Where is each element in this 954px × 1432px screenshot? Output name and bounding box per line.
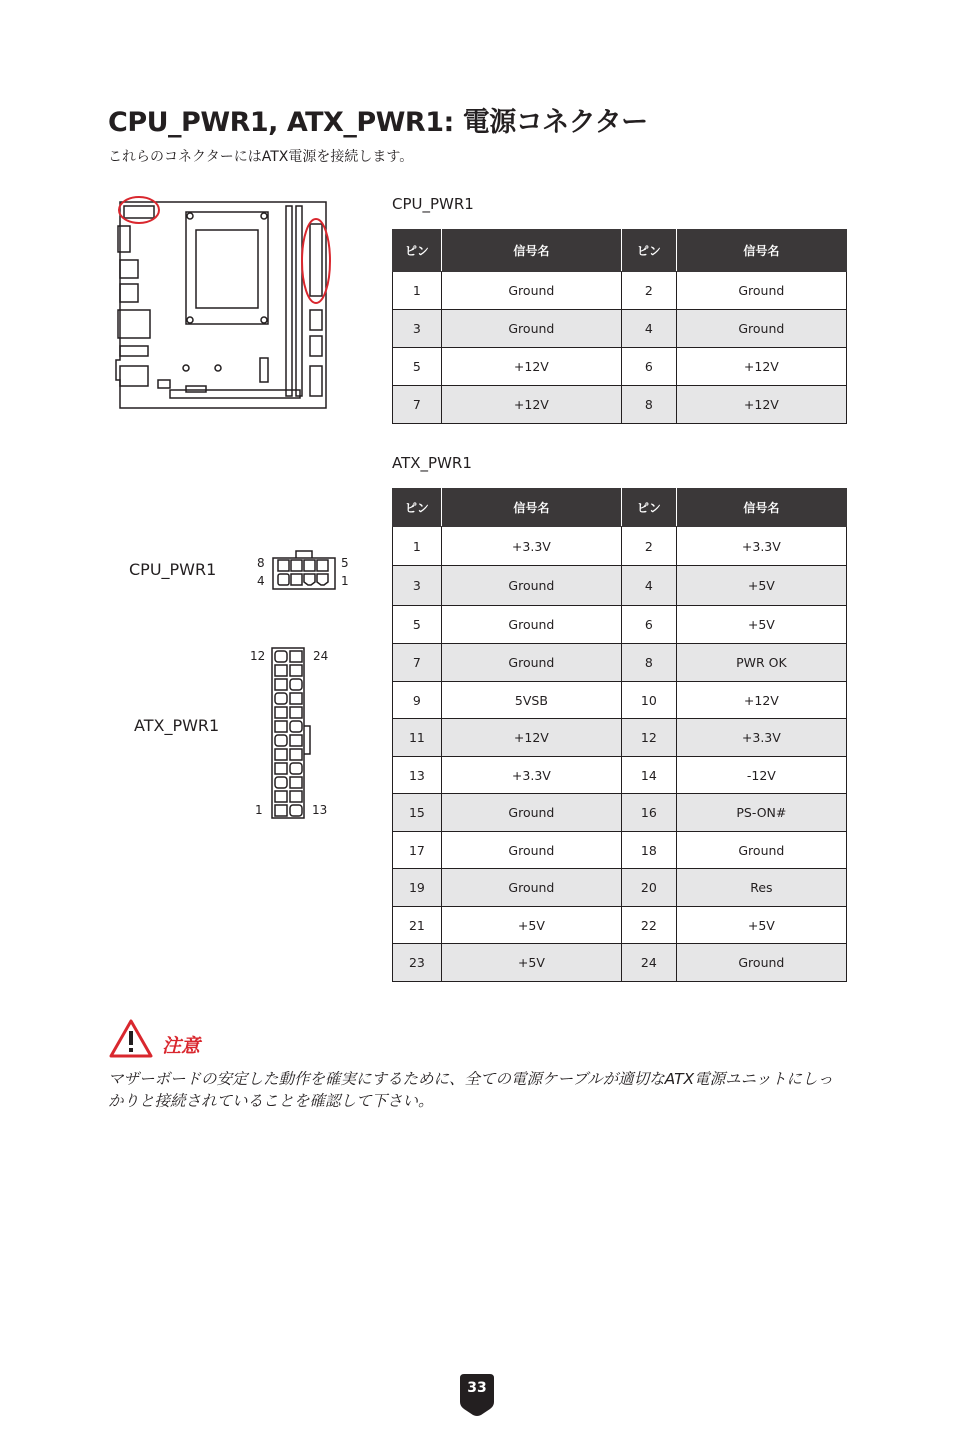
connector-pin <box>290 791 302 802</box>
table-cell: +5V <box>441 944 621 982</box>
connector-pin <box>290 679 302 690</box>
connector-pin <box>275 721 287 732</box>
connector-pin <box>275 777 287 788</box>
table-row <box>393 794 847 832</box>
table-row <box>393 386 847 424</box>
column-header: 信号名 <box>441 489 621 527</box>
table-cell: 3 <box>393 310 442 348</box>
column-header: ピン <box>393 489 442 527</box>
pin-number: 5 <box>341 556 349 570</box>
pin-number: 1 <box>341 574 349 588</box>
table-cell: 8 <box>621 386 676 424</box>
table-row <box>393 566 847 606</box>
connector-pin <box>290 693 302 704</box>
column-header: ピン <box>621 489 676 527</box>
cpu-connector-label: CPU_PWR1 <box>129 560 217 579</box>
column-header: ピン <box>393 230 442 272</box>
table-cell: 11 <box>393 719 442 757</box>
table-cell: +5V <box>676 566 846 606</box>
table-cell: 1 <box>393 527 442 566</box>
table-cell: 14 <box>621 757 676 794</box>
table-cell: 22 <box>621 907 676 944</box>
table-cell: 7 <box>393 644 442 682</box>
table-cell: 4 <box>621 566 676 606</box>
table-cell: 17 <box>393 832 442 869</box>
table-cell: +3.3V <box>676 527 846 566</box>
table-cell: +12V <box>441 348 621 386</box>
connector-pin <box>290 707 302 718</box>
table-cell: 2 <box>621 272 676 310</box>
atx-pwr-table <box>392 488 847 982</box>
connector-pin <box>290 763 302 774</box>
table-cell: -12V <box>676 757 846 794</box>
table-cell: Ground <box>676 272 846 310</box>
column-header: 信号名 <box>676 230 846 272</box>
pin-number: 1 <box>255 803 263 817</box>
table-row <box>393 527 847 566</box>
table-cell: 5VSB <box>441 682 621 719</box>
table-row <box>393 348 847 386</box>
page-number: 33 <box>467 1380 487 1396</box>
connector-pin <box>290 735 302 746</box>
atx-pwr-connector <box>270 646 316 820</box>
table-cell: 9 <box>393 682 442 719</box>
table-row <box>393 907 847 944</box>
table-header-row <box>393 489 847 527</box>
warning-icon <box>108 1018 154 1060</box>
table-cell: Ground <box>441 272 621 310</box>
table-cell: Ground <box>441 310 621 348</box>
connector-pin <box>275 763 287 774</box>
table-cell: +12V <box>441 386 621 424</box>
pin-number: 12 <box>250 649 266 663</box>
table-cell: 5 <box>393 606 442 644</box>
table-cell: 1 <box>393 272 442 310</box>
table-cell: Ground <box>676 944 846 982</box>
column-header: ピン <box>621 230 676 272</box>
table-cell: +3.3V <box>441 527 621 566</box>
page-title: CPU_PWR1, ATX_PWR1: 電源コネクター <box>108 107 648 138</box>
table-cell: Ground <box>441 869 621 907</box>
table-row <box>393 757 847 794</box>
table-cell: 20 <box>621 869 676 907</box>
cpu-pwr-connector <box>270 548 338 592</box>
table-cell: 12 <box>621 719 676 757</box>
table-cell: 6 <box>621 606 676 644</box>
table-cell: 2 <box>621 527 676 566</box>
table-row <box>393 869 847 907</box>
table-cell: 4 <box>621 310 676 348</box>
column-header: 信号名 <box>441 230 621 272</box>
pin-number: 24 <box>313 649 329 663</box>
table-cell: +12V <box>676 348 846 386</box>
connector-pin <box>275 651 287 662</box>
table-cell: Res <box>676 869 846 907</box>
table-cell: +5V <box>676 907 846 944</box>
table-cell: +5V <box>676 606 846 644</box>
atx-connector-label: ATX_PWR1 <box>134 716 220 735</box>
table-cell: +3.3V <box>441 757 621 794</box>
table-cell: Ground <box>676 832 846 869</box>
connector-pin <box>275 805 287 816</box>
pin-number: 4 <box>257 574 265 588</box>
connector-pin <box>290 777 302 788</box>
table-cell: 21 <box>393 907 442 944</box>
connector-pin <box>275 707 287 718</box>
table-cell: 24 <box>621 944 676 982</box>
table-cell: 3 <box>393 566 442 606</box>
motherboard-diagram <box>104 190 334 415</box>
caution-title: 注意 <box>162 1035 201 1057</box>
table-row <box>393 944 847 982</box>
table-cell: Ground <box>676 310 846 348</box>
connector-pin <box>290 749 302 760</box>
connector-pin <box>290 805 302 816</box>
table-cell: 5 <box>393 348 442 386</box>
connector-pin <box>275 791 287 802</box>
table-row <box>393 644 847 682</box>
table-row <box>393 310 847 348</box>
table-cell: Ground <box>441 794 621 832</box>
page-subtitle: これらのコネクターにはATX電源を接続します。 <box>108 149 414 165</box>
pin-number: 13 <box>312 803 328 817</box>
table-cell: 15 <box>393 794 442 832</box>
table-cell: 10 <box>621 682 676 719</box>
table-row <box>393 606 847 644</box>
cpu-table-label: CPU_PWR1 <box>392 195 474 213</box>
table-cell: 13 <box>393 757 442 794</box>
connector-pin <box>275 749 287 760</box>
table-row <box>393 832 847 869</box>
table-cell: 19 <box>393 869 442 907</box>
table-cell: Ground <box>441 566 621 606</box>
table-row <box>393 682 847 719</box>
table-cell: +12V <box>441 719 621 757</box>
pin-number: 8 <box>257 556 265 570</box>
caution-text: マザーボードの安定した動作を確実にするために、全ての電源ケーブルが適切なATX電源ユニットにしっかりと接続されていることを確認して下さい。 <box>108 1070 834 1110</box>
table-row <box>393 719 847 757</box>
table-cell: PWR OK <box>676 644 846 682</box>
table-cell: 18 <box>621 832 676 869</box>
table-cell: 16 <box>621 794 676 832</box>
table-cell: 23 <box>393 944 442 982</box>
table-cell: +12V <box>676 682 846 719</box>
table-cell: 7 <box>393 386 442 424</box>
table-cell: +3.3V <box>676 719 846 757</box>
column-header: 信号名 <box>676 489 846 527</box>
table-cell: +5V <box>441 907 621 944</box>
connector-pin <box>290 651 302 662</box>
table-cell: Ground <box>441 644 621 682</box>
table-row <box>393 272 847 310</box>
table-header-row <box>393 230 847 272</box>
connector-pin <box>275 679 287 690</box>
connector-pin <box>275 665 287 676</box>
connector-pin <box>290 721 302 732</box>
atx-table-label: ATX_PWR1 <box>392 454 472 472</box>
table-cell: 6 <box>621 348 676 386</box>
cpu-pwr-table <box>392 229 847 424</box>
connector-pin <box>275 735 287 746</box>
table-cell: PS-ON# <box>676 794 846 832</box>
table-cell: Ground <box>441 606 621 644</box>
connector-pin <box>275 693 287 704</box>
connector-pin <box>290 665 302 676</box>
table-cell: 8 <box>621 644 676 682</box>
table-cell: Ground <box>441 832 621 869</box>
table-cell: +12V <box>676 386 846 424</box>
